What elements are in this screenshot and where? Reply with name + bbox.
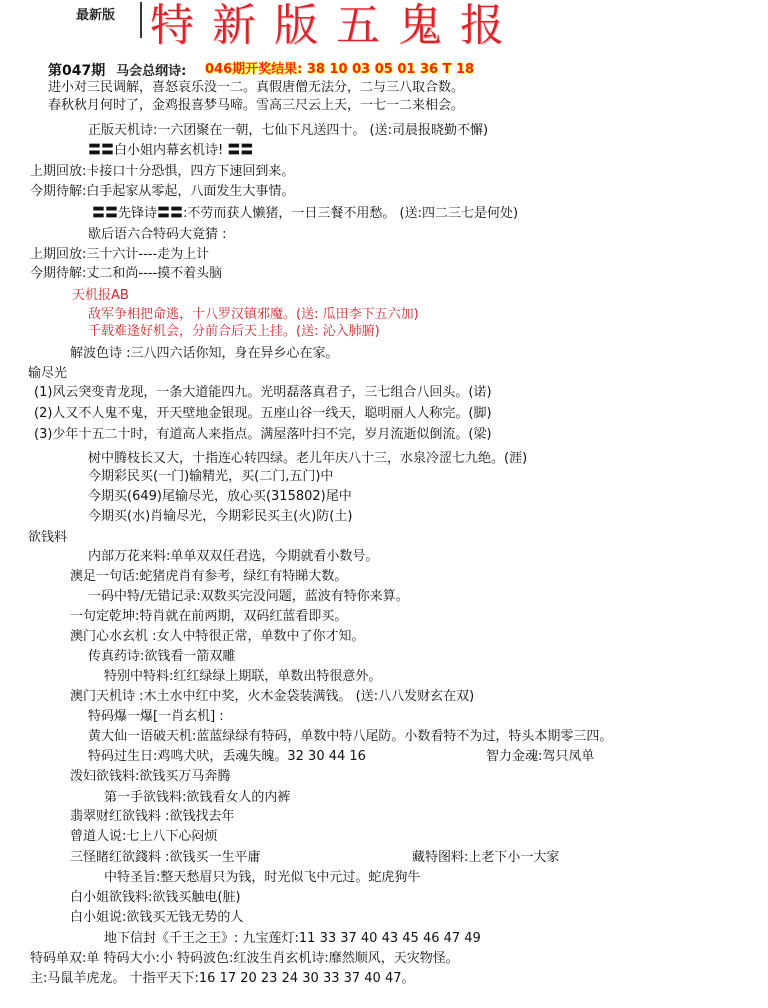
previous-results: 046期开奖结果: 38 10 03 05 01 36 T 18 — [205, 62, 475, 77]
text-line-l41: 藏特图料:上老下小一大家 — [412, 850, 560, 865]
text-line-l18: (3)少年十五二十时，有道高人来指点。满屋落叶扫不完，岁月流逝似倒流。(梁) — [34, 427, 492, 442]
text-line-l26: 一码中特/无错记录:双数买完没问题，蓝波有特你来算。 — [88, 589, 409, 604]
issue-number: 第047期 — [48, 63, 106, 79]
text-line-l38: 翡翠财红欲钱料 :欲钱找去年 — [70, 809, 235, 824]
edition-label: 最新版 — [76, 8, 116, 23]
text-line-l23: 欲钱料 — [28, 530, 68, 545]
text-line-l17: (2)人又不人鬼不鬼，开天壁地金银现。五座山谷一线天，聪明丽人人称完。(脚) — [34, 406, 492, 421]
text-line-l47: 主:马鼠羊虎龙。 十指平天下:16 17 20 23 24 30 33 37 40 47。 — [30, 971, 415, 986]
text-line-l30: 特别中特料:红红绿绿上期联，单数出特很意外。 — [104, 669, 382, 684]
text-line-l42: 中特圣旨:整天愁眉只为钱，时光似飞中元过。蛇虎狗牛 — [104, 870, 421, 885]
text-line-l13: 千载难逢好机会，分前合后天上挂。(送: 沁入肺腑) — [88, 324, 380, 339]
text-line-l29: 传真药诗:欲钱看一箭双雕 — [88, 649, 236, 664]
text-line-l03: 正版天机诗:一六团聚在一朝，七仙下凡送四十。 (送:司晨报晓勤不懈) — [88, 123, 489, 138]
text-line-l12: 敌军争相把命逃，十八罗汉镇邪魔。(送: 瓜田李下五六加) — [88, 307, 419, 322]
text-line-l35: 智力金魂:驾只凤单 — [486, 749, 595, 764]
text-line-l09: 上期回放:三十六计----走为上计 — [30, 247, 210, 262]
text-line-l24: 内部万花来料:单单双双任君选，今期就看小数号。 — [88, 549, 379, 564]
text-line-l37: 第一手欲钱料:欲钱看女人的内裤 — [104, 790, 291, 805]
text-line-l34: 特码过生日:鸡鸣犬吠，丢魂失魄。32 30 44 16 — [88, 749, 366, 764]
text-line-l40: 三怪睹红欲錢料 :欲钱买一生平庸 — [70, 850, 261, 865]
text-line-l10: 今期待解:丈二和尚----摸不着头脑 — [30, 266, 223, 281]
text-line-l14: 解波色诗 :三八四六话你知，身在异乡心在家。 — [70, 346, 339, 361]
text-line-l25: 澳足一句话:蛇猪虎肖有参考，绿红有特睇大数。 — [70, 569, 348, 584]
text-line-l15: 输尽光 — [28, 366, 68, 381]
text-line-l11: 天机报AB — [72, 288, 129, 303]
page-title: 特新版五鬼报 — [150, 0, 522, 51]
text-line-l19: 树中腾枝长又大，十指连心转四绿。老儿年庆八十三，水泉冷涩七九绝。(涯) — [88, 451, 528, 466]
text-line-l16: (1)风云突变青龙现，一条大道能四九。光明磊落真君子，三七组合八回头。(诺) — [34, 385, 492, 400]
text-line-l33: 黄大仙一语破天机:蓝蓝绿绿有特码，单数中特八尾防。小数看特不为过，特头本期零三四。 — [88, 729, 613, 744]
text-line-l45: 地下信封《千王之王》: 九宝莲灯:11 33 37 40 43 45 46 47 49 — [104, 931, 481, 946]
text-line-l06: 今期待解:白手起家从零起，八面发生大事情。 — [30, 184, 295, 199]
text-line-l21: 今期买(649)尾输尽光，放心买(315802)尾中 — [88, 489, 352, 504]
text-line-l05: 上期回放:卡接口十分恐惧，四方下速回到来。 — [30, 164, 295, 179]
text-line-l44: 白小姐说:欲钱买无钱无势的人 — [70, 910, 244, 925]
text-line-l22: 今期买(水)肖输尽光，今期彩民买主(火)防(土) — [88, 509, 353, 524]
text-line-l32: 特码爆一爆[一肖玄机] : — [88, 709, 224, 724]
poem-tag: 马会总纲诗: — [116, 64, 187, 79]
text-line-l08: 歇后语六合特码大竟猜 : — [88, 227, 227, 242]
text-line-l07: 〓〓先锋诗〓〓:不劳而获人懒猪，一日三餐不用愁。 (送:四二三七是何处) — [92, 206, 519, 221]
text-line-l04: 〓〓白小姐内幕玄机诗! 〓〓 — [88, 143, 254, 158]
text-line-l43: 白小姐欲钱料:欲钱买触电(脏) — [70, 890, 241, 905]
text-line-l46: 特码单双:单 特码大小:小 特码波色:红波生肖玄机诗:靡然顺风，天灾物怪。 — [30, 951, 459, 966]
text-line-l01: 进小对三民调解，喜怒哀乐没一二。真假唐僧无法分，二与三八取合数。 — [48, 80, 465, 95]
text-line-l28: 澳门心水玄机 :女人中特很正常，单数中了你才知。 — [70, 629, 365, 644]
header-divider — [140, 2, 142, 38]
text-line-l02: 春秋秋月何时了，金鸡报喜梦马啼。雪高三尺云上天，一七一二来相会。 — [48, 98, 465, 113]
text-line-l36: 泼妇欲钱料:欲钱买万马奔腾 — [70, 769, 231, 784]
text-line-l31: 澳门天机诗 :木土水中红中奖，火木金袋装满钱。 (送:八八发财玄在双) — [70, 689, 475, 704]
issue-row — [48, 60, 186, 78]
text-line-l20: 今期彩民买(一门)输精光，买(二门,五门)中 — [88, 469, 334, 484]
text-line-l39: 曾道人说:七上八下心闷烦 — [70, 829, 218, 844]
text-line-l27: 一句定乾坤:特肖就在前两期，双码红蓝看即买。 — [70, 609, 348, 624]
